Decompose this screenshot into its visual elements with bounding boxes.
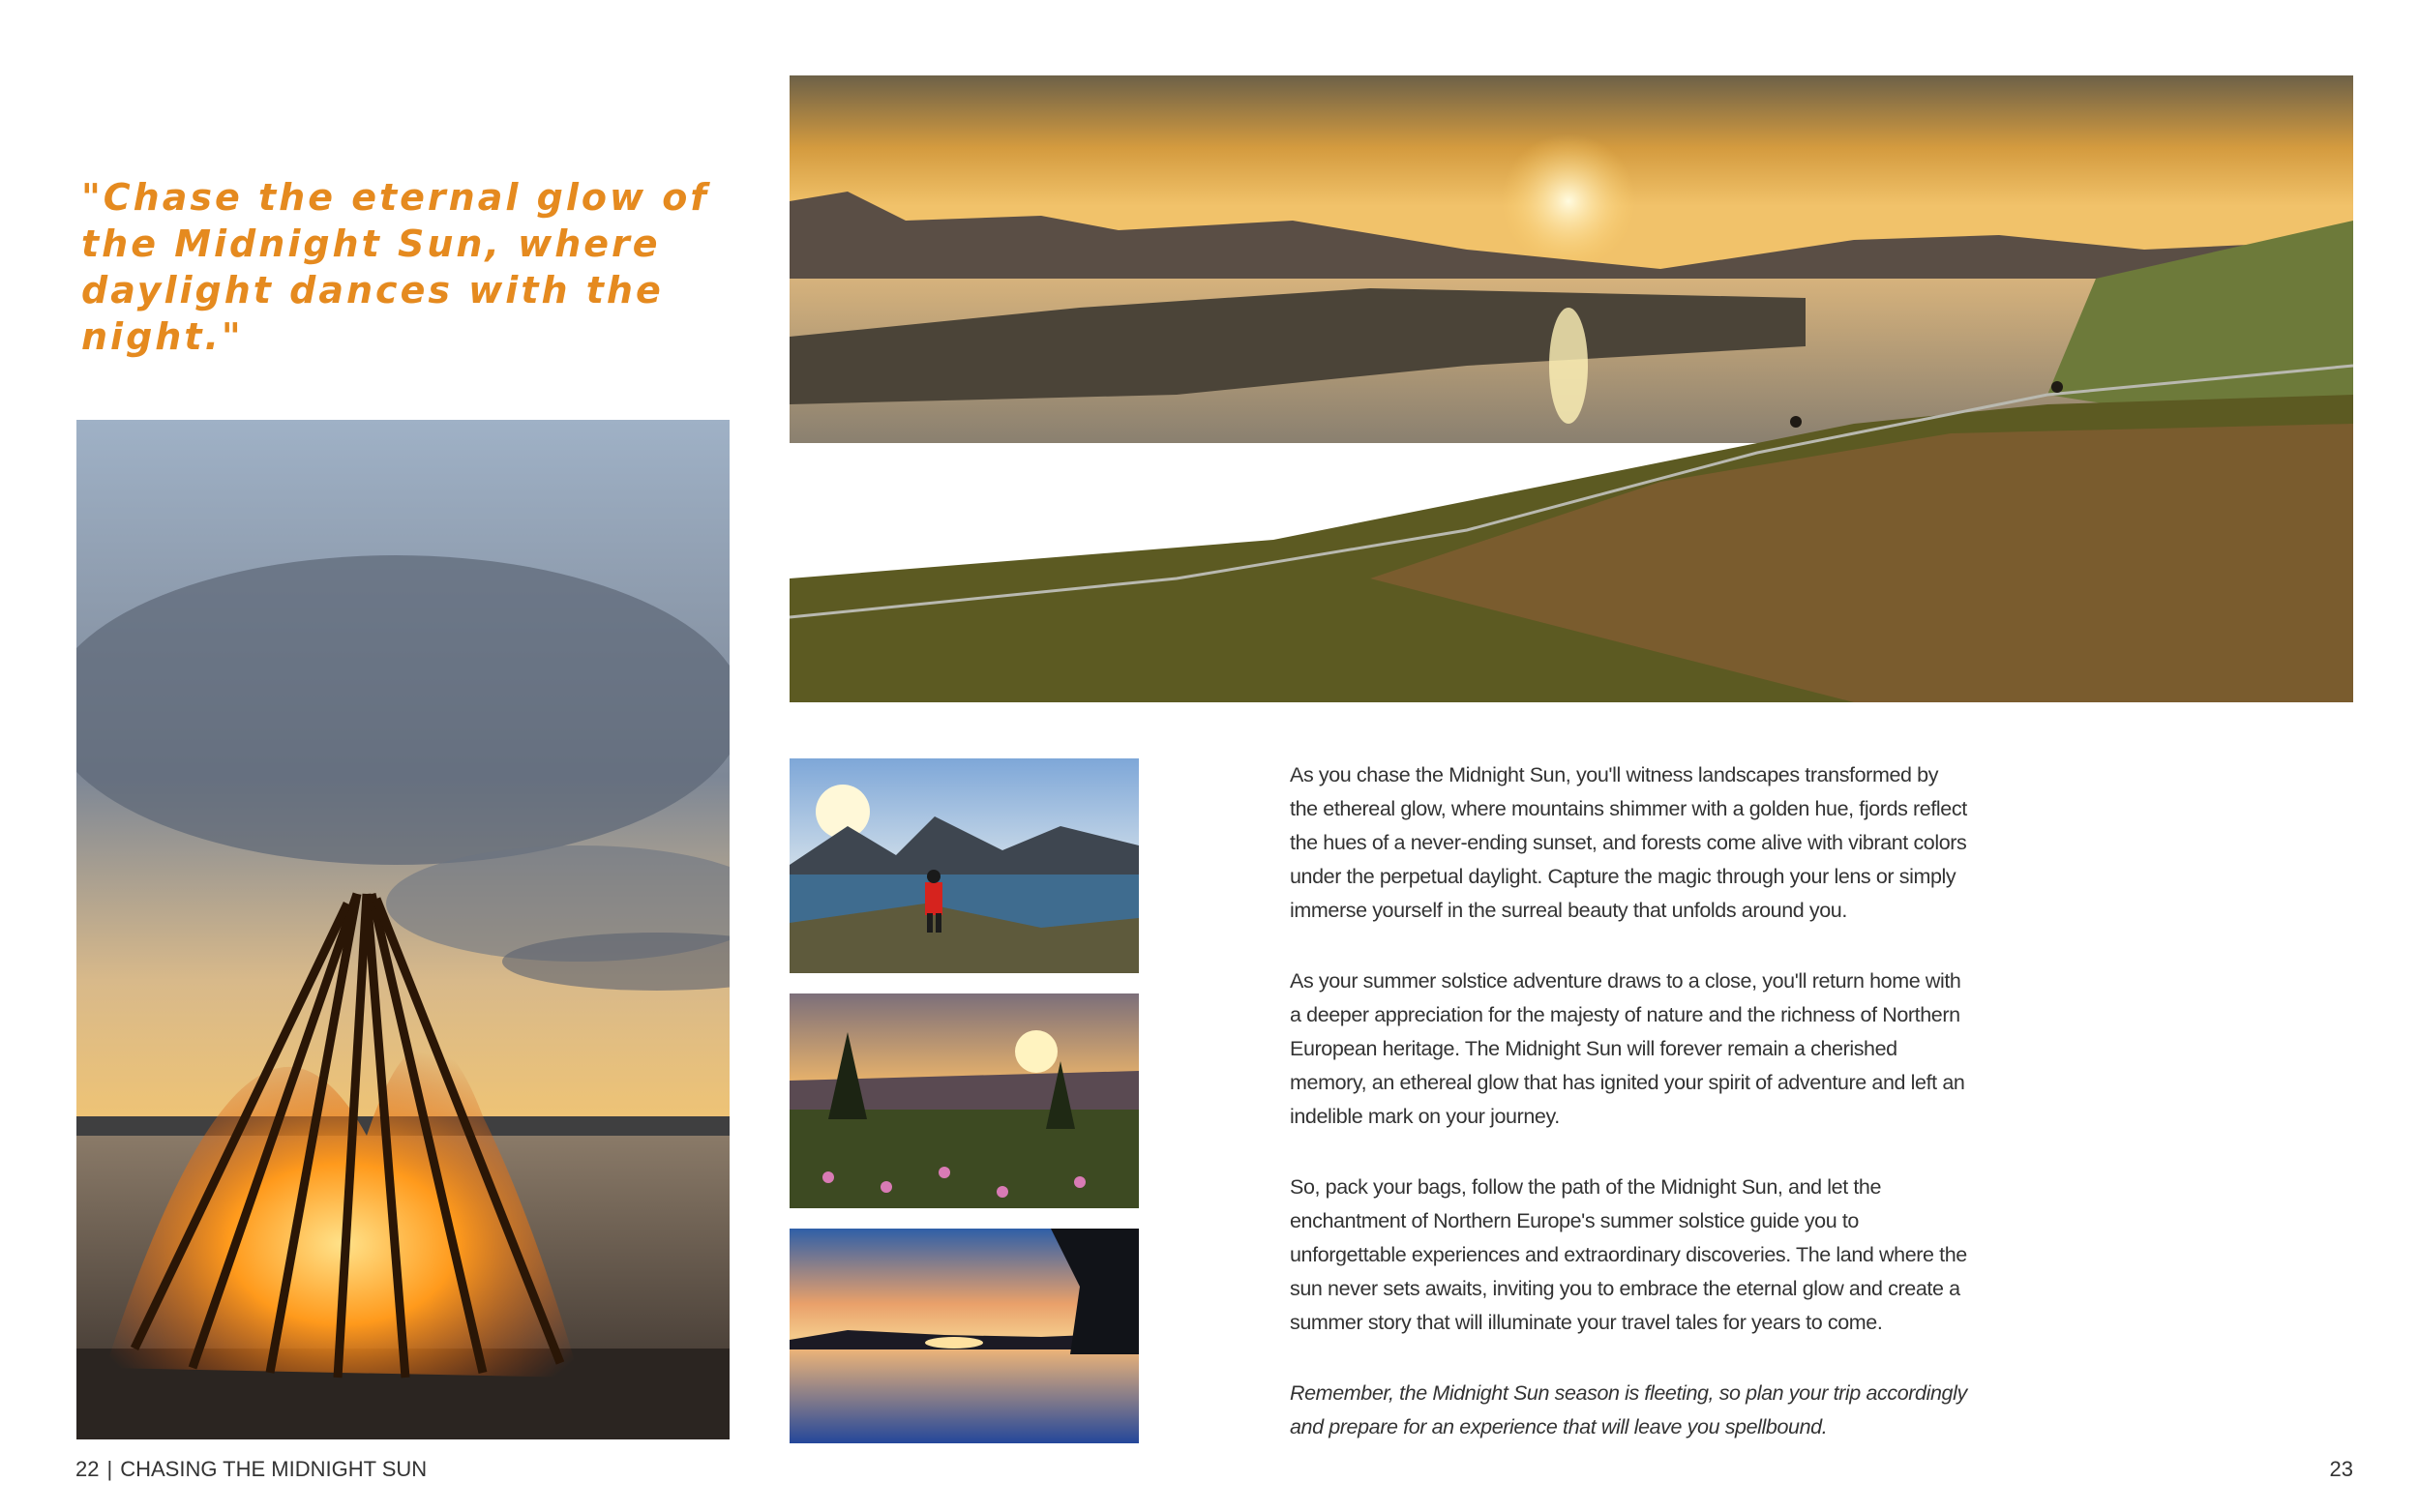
- fjord-panorama-photo: [790, 75, 2353, 702]
- closing-note: Remember, the Midnight Sun season is fleeting, so plan your trip accordingly and prepare for an experience that will leave you spellbound.: [1290, 1381, 1967, 1438]
- folio-separator: |: [106, 1457, 113, 1481]
- paragraph-3: So, pack your bags, follow the path of the Midnight Sun, and let the enchantment of Northern Europe's summer solstice guide you to unforgettable experiences and extraordinary discoveries. The land where the sun never sets awaits, inviting you to embrace the eternal glow and create a summer story that will illuminate your travel tales for years to come.: [1290, 1175, 1967, 1334]
- paragraph-2: As your summer solstice adventure draws to a close, you'll return home with a deeper appreciation for the majesty of nature and the richness of Northern European heritage. The Midnight Sun will forever remain a cherished memory, an ethereal glow that has ignited your spirit of adventure and left an indelible mark on your journey.: [1290, 969, 1965, 1128]
- lake-reflection-photo: [790, 1229, 1139, 1443]
- bonfire-photo: [76, 420, 730, 1439]
- meadow-sunset-photo: [790, 993, 1139, 1208]
- right-page-number: 23: [2329, 1457, 2353, 1481]
- hiker-viewpoint-photo: [790, 758, 1139, 973]
- article-body: [1290, 758, 1967, 1481]
- left-page-number: 22: [75, 1457, 100, 1481]
- paragraph-1: As you chase the Midnight Sun, you'll witness landscapes transformed by the ethereal glow, where mountains shimmer with a golden hue, fjords reflect the hues of a never-ending sunset, and forests come alive with vibrant colors under the perpetual daylight. Capture the magic through your lens or simply immerse yourself in the surreal beauty that unfolds around you.: [1290, 763, 1967, 922]
- left-folio: [75, 1457, 427, 1482]
- section-title: CHASING THE MIDNIGHT SUN: [120, 1457, 428, 1481]
- pull-quote: "Chase the eternal glow of the Midnight Sun, where daylight dances with the night.": [81, 176, 709, 358]
